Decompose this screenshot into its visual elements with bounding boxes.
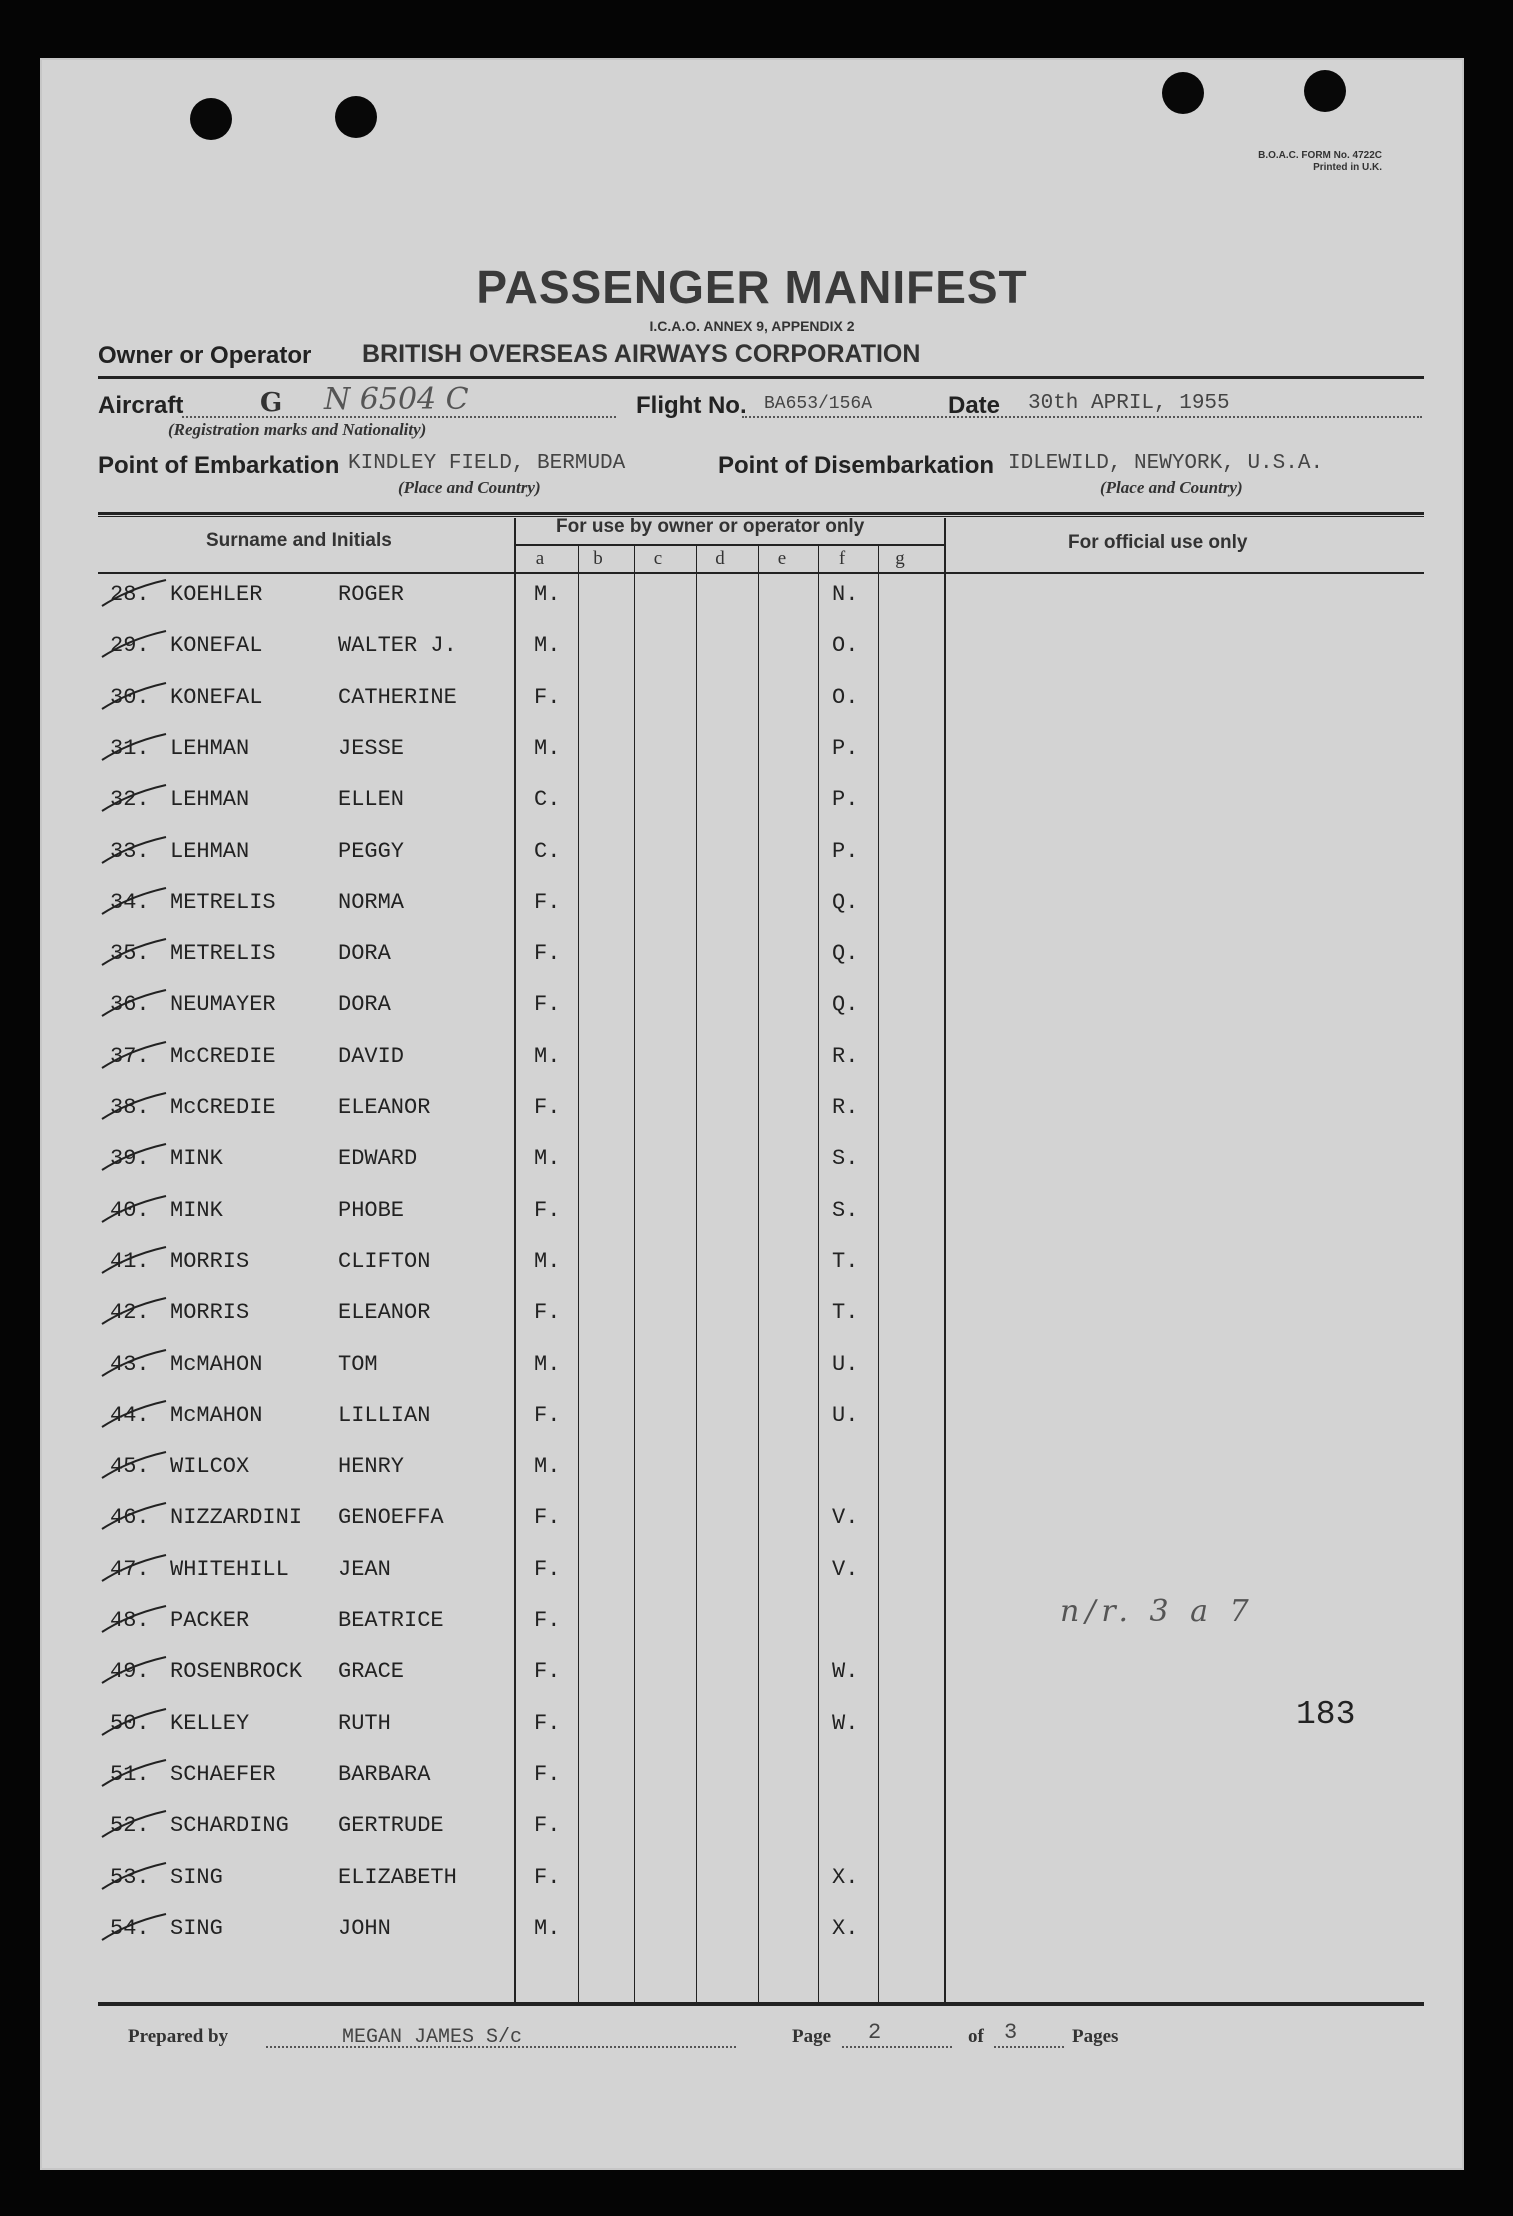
col-owner-header: For use by owner or operator only bbox=[556, 516, 865, 537]
passenger-given-name: ELEANOR bbox=[338, 1095, 431, 1120]
passenger-given-name: DORA bbox=[338, 992, 391, 1017]
column-a-value: F. bbox=[534, 1762, 561, 1787]
tick-mark bbox=[100, 1399, 168, 1429]
punch-hole bbox=[1304, 70, 1346, 112]
passenger-surname: McCREDIE bbox=[170, 1044, 276, 1069]
passenger-surname: McMAHON bbox=[170, 1403, 263, 1428]
passenger-given-name: LILLIAN bbox=[338, 1403, 431, 1428]
passenger-given-name: BEATRICE bbox=[338, 1608, 444, 1633]
disembarkation-label: Point of Disembarkation bbox=[718, 452, 995, 479]
row-number: 36. bbox=[110, 992, 150, 1017]
row-number: 30. bbox=[110, 685, 150, 710]
aircraft-nationality: G bbox=[260, 388, 283, 418]
passenger-surname: SCHAEFER bbox=[170, 1762, 276, 1787]
row-number: 50. bbox=[110, 1711, 150, 1736]
column-a-value: F. bbox=[534, 1813, 561, 1838]
page-value: 2 bbox=[868, 2020, 882, 2045]
column-f-value: W. bbox=[832, 1711, 859, 1736]
column-a-value: F. bbox=[534, 1659, 561, 1684]
passenger-given-name: GENOEFFA bbox=[338, 1505, 444, 1530]
column-a-value: F. bbox=[534, 685, 561, 710]
passenger-given-name: EDWARD bbox=[338, 1146, 418, 1171]
owner-value: BRITISH OVERSEAS AIRWAYS CORPORATION bbox=[362, 340, 921, 368]
date-label: Date bbox=[948, 392, 1001, 419]
punch-hole bbox=[1162, 72, 1204, 114]
of-label: of bbox=[968, 2026, 984, 2047]
passenger-row bbox=[42, 1505, 1462, 1541]
col-letter-d: d bbox=[715, 548, 725, 569]
row-number: 45. bbox=[110, 1454, 150, 1479]
column-a-value: M. bbox=[534, 1916, 561, 1941]
row-number: 49. bbox=[110, 1659, 150, 1684]
column-a-value: F. bbox=[534, 890, 561, 915]
column-f-value: V. bbox=[832, 1557, 859, 1582]
passenger-row bbox=[42, 1557, 1462, 1593]
passenger-row bbox=[42, 1813, 1462, 1849]
row-number: 34. bbox=[110, 890, 150, 915]
manifest-sheet bbox=[40, 58, 1464, 2170]
tick-mark bbox=[100, 1194, 168, 1224]
passenger-given-name: ELIZABETH bbox=[338, 1865, 457, 1890]
passenger-surname: NEUMAYER bbox=[170, 992, 276, 1017]
column-a-value: F. bbox=[534, 1403, 561, 1428]
tick-mark bbox=[100, 1142, 168, 1172]
column-a-value: M. bbox=[534, 736, 561, 761]
passenger-row bbox=[42, 1249, 1462, 1285]
tick-mark bbox=[100, 1809, 168, 1839]
passenger-surname: METRELIS bbox=[170, 941, 276, 966]
passenger-row bbox=[42, 1762, 1462, 1798]
passenger-row bbox=[42, 992, 1462, 1028]
column-f-value: N. bbox=[832, 582, 859, 607]
column-f-value: U. bbox=[832, 1403, 859, 1428]
column-f-value: T. bbox=[832, 1249, 859, 1274]
passenger-row bbox=[42, 1454, 1462, 1490]
row-number: 28. bbox=[110, 582, 150, 607]
tick-mark bbox=[100, 1553, 168, 1583]
col-letter-g: g bbox=[895, 548, 905, 569]
column-f-value: P. bbox=[832, 839, 859, 864]
row-number: 53. bbox=[110, 1865, 150, 1890]
passenger-surname: KELLEY bbox=[170, 1711, 250, 1736]
of-value: 3 bbox=[1004, 2020, 1018, 2045]
column-a-value: F. bbox=[534, 1300, 561, 1325]
embarkation-value: KINDLEY FIELD, BERMUDA bbox=[348, 452, 626, 475]
column-a-value: M. bbox=[534, 1454, 561, 1479]
column-f-value: R. bbox=[832, 1095, 859, 1120]
passenger-surname: WILCOX bbox=[170, 1454, 250, 1479]
passenger-given-name: ELEANOR bbox=[338, 1300, 431, 1325]
passenger-row bbox=[42, 1044, 1462, 1080]
divider bbox=[98, 376, 1424, 379]
passenger-surname: NIZZARDINI bbox=[170, 1505, 303, 1530]
passenger-surname: MINK bbox=[170, 1198, 223, 1223]
passenger-surname: KONEFAL bbox=[170, 633, 263, 658]
passenger-surname: McCREDIE bbox=[170, 1095, 276, 1120]
passenger-surname: SING bbox=[170, 1865, 223, 1890]
row-number: 48. bbox=[110, 1608, 150, 1633]
column-a-value: M. bbox=[534, 1352, 561, 1377]
column-f-value: Q. bbox=[832, 992, 859, 1017]
passenger-given-name: JESSE bbox=[338, 736, 405, 761]
column-a-value: F. bbox=[534, 1095, 561, 1120]
page-label: Page bbox=[792, 2026, 832, 2047]
column-f-value: U. bbox=[832, 1352, 859, 1377]
passenger-row bbox=[42, 839, 1462, 875]
passenger-given-name: GERTRUDE bbox=[338, 1813, 444, 1838]
col-surname-header: Surname and Initials bbox=[206, 530, 392, 551]
column-f-value: X. bbox=[832, 1865, 859, 1890]
column-a-value: M. bbox=[534, 1146, 561, 1171]
column-a-value: F. bbox=[534, 1711, 561, 1736]
row-number: 32. bbox=[110, 787, 150, 812]
row-number: 33. bbox=[110, 839, 150, 864]
passenger-row bbox=[42, 1865, 1462, 1901]
passenger-given-name: PHOBE bbox=[338, 1198, 405, 1223]
prepared-value: MEGAN JAMES S/c bbox=[342, 2026, 523, 2049]
prepared-line bbox=[266, 2046, 736, 2048]
passenger-row bbox=[42, 890, 1462, 926]
column-f-value: Q. bbox=[832, 890, 859, 915]
passenger-given-name: JEAN bbox=[338, 1557, 391, 1582]
tick-mark bbox=[100, 783, 168, 813]
passenger-given-name: NORMA bbox=[338, 890, 405, 915]
passenger-given-name: TOM bbox=[338, 1352, 378, 1377]
row-number: 47. bbox=[110, 1557, 150, 1582]
passenger-given-name: ROGER bbox=[338, 582, 405, 607]
row-number: 44. bbox=[110, 1403, 150, 1428]
tick-mark bbox=[100, 1758, 168, 1788]
tick-mark bbox=[100, 1707, 168, 1737]
handwritten-note: n/r. 3 a 7 bbox=[1060, 1594, 1255, 1629]
page-stamp-number: 183 bbox=[1296, 1696, 1356, 1733]
column-f-value: V. bbox=[832, 1505, 859, 1530]
passenger-row bbox=[42, 582, 1462, 618]
column-f-value: Q. bbox=[832, 941, 859, 966]
embarkation-note: (Place and Country) bbox=[398, 478, 541, 497]
column-a-value: F. bbox=[534, 1608, 561, 1633]
aircraft-label: Aircraft bbox=[98, 392, 184, 419]
passenger-surname: SCHARDING bbox=[170, 1813, 289, 1838]
passenger-surname: LEHMAN bbox=[170, 787, 250, 812]
disembarkation-note: (Place and Country) bbox=[1100, 478, 1243, 497]
column-a-value: F. bbox=[534, 941, 561, 966]
passenger-surname: METRELIS bbox=[170, 890, 276, 915]
tick-mark bbox=[100, 1091, 168, 1121]
column-a-value: F. bbox=[534, 992, 561, 1017]
row-number: 37. bbox=[110, 1044, 150, 1069]
flight-label: Flight No. bbox=[636, 392, 747, 419]
tick-mark bbox=[100, 937, 168, 967]
column-f-value: R. bbox=[832, 1044, 859, 1069]
table-top-rule bbox=[98, 512, 1424, 515]
row-number: 54. bbox=[110, 1916, 150, 1941]
row-number: 46. bbox=[110, 1505, 150, 1530]
passenger-surname: MINK bbox=[170, 1146, 223, 1171]
of-line bbox=[994, 2046, 1064, 2048]
passenger-surname: McMAHON bbox=[170, 1352, 263, 1377]
column-f-value: T. bbox=[832, 1300, 859, 1325]
date-value: 30th APRIL, 1955 bbox=[1028, 392, 1230, 415]
passenger-given-name: WALTER J. bbox=[338, 633, 457, 658]
column-a-value: F. bbox=[534, 1557, 561, 1582]
column-a-value: C. bbox=[534, 787, 561, 812]
passenger-given-name: CLIFTON bbox=[338, 1249, 431, 1274]
row-number: 51. bbox=[110, 1762, 150, 1787]
aircraft-note: (Registration marks and Nationality) bbox=[168, 420, 427, 439]
column-a-value: F. bbox=[534, 1505, 561, 1530]
passenger-given-name: HENRY bbox=[338, 1454, 405, 1479]
col-letter-b: b bbox=[593, 548, 603, 569]
row-number: 39. bbox=[110, 1146, 150, 1171]
form-number bbox=[1142, 150, 1382, 174]
column-a-value: F. bbox=[534, 1865, 561, 1890]
tick-mark bbox=[100, 629, 168, 659]
passenger-row bbox=[42, 736, 1462, 772]
embarkation-label: Point of Embarkation bbox=[98, 452, 340, 479]
tick-mark bbox=[100, 1245, 168, 1275]
passenger-row bbox=[42, 1352, 1462, 1388]
header-subrule bbox=[516, 544, 946, 546]
passenger-row bbox=[42, 1711, 1462, 1747]
punch-hole bbox=[335, 96, 377, 138]
disembarkation-value: IDLEWILD, NEWYORK, U.S.A. bbox=[1008, 452, 1324, 475]
table-bottom-rule bbox=[98, 2002, 1424, 2006]
passenger-row bbox=[42, 1403, 1462, 1439]
row-number: 35. bbox=[110, 941, 150, 966]
column-f-value: W. bbox=[832, 1659, 859, 1684]
column-f-value: S. bbox=[832, 1146, 859, 1171]
column-a-value: C. bbox=[534, 839, 561, 864]
flight-line bbox=[742, 416, 1422, 418]
passenger-surname: PACKER bbox=[170, 1608, 250, 1633]
tick-mark bbox=[100, 578, 168, 608]
tick-mark bbox=[100, 1296, 168, 1326]
punch-hole bbox=[190, 98, 232, 140]
tick-mark bbox=[100, 681, 168, 711]
aircraft-registration: N 6504 C bbox=[324, 382, 469, 417]
column-a-value: M. bbox=[534, 1044, 561, 1069]
col-letter-f: f bbox=[838, 548, 846, 569]
tick-mark bbox=[100, 886, 168, 916]
tick-mark bbox=[100, 1861, 168, 1891]
passenger-surname: MORRIS bbox=[170, 1249, 250, 1274]
passenger-surname: KOEHLER bbox=[170, 582, 263, 607]
tick-mark bbox=[100, 1450, 168, 1480]
passenger-row bbox=[42, 1095, 1462, 1131]
passenger-row bbox=[42, 787, 1462, 823]
tick-mark bbox=[100, 1348, 168, 1378]
form-number-text: B.O.A.C. FORM No. 4722C bbox=[1258, 150, 1382, 161]
tick-mark bbox=[100, 835, 168, 865]
column-f-value: P. bbox=[832, 736, 859, 761]
page-title: PASSENGER MANIFEST bbox=[476, 261, 1028, 313]
tick-mark bbox=[100, 1040, 168, 1070]
passenger-row bbox=[42, 1659, 1462, 1695]
passenger-given-name: BARBARA bbox=[338, 1762, 431, 1787]
passenger-row bbox=[42, 1198, 1462, 1234]
page-subtitle: I.C.A.O. ANNEX 9, APPENDIX 2 bbox=[649, 318, 855, 334]
passenger-surname: LEHMAN bbox=[170, 736, 250, 761]
passenger-given-name: DAVID bbox=[338, 1044, 405, 1069]
column-a-value: M. bbox=[534, 1249, 561, 1274]
passenger-surname: SING bbox=[170, 1916, 223, 1941]
passenger-given-name: RUTH bbox=[338, 1711, 391, 1736]
passenger-given-name: DORA bbox=[338, 941, 391, 966]
column-f-value: P. bbox=[832, 787, 859, 812]
passenger-given-name: CATHERINE bbox=[338, 685, 457, 710]
row-number: 38. bbox=[110, 1095, 150, 1120]
column-f-value: X. bbox=[832, 1916, 859, 1941]
column-f-value: S. bbox=[832, 1198, 859, 1223]
row-number: 43. bbox=[110, 1352, 150, 1377]
aircraft-line bbox=[182, 416, 616, 418]
passenger-surname: WHITEHILL bbox=[170, 1557, 289, 1582]
passenger-surname: ROSENBROCK bbox=[170, 1659, 303, 1684]
col-letter-e: e bbox=[777, 548, 787, 569]
column-a-value: M. bbox=[534, 633, 561, 658]
tick-mark bbox=[100, 732, 168, 762]
passenger-row bbox=[42, 1916, 1462, 1952]
column-f-value: O. bbox=[832, 633, 859, 658]
column-f-value: O. bbox=[832, 685, 859, 710]
passenger-row bbox=[42, 1300, 1462, 1336]
column-a-value: F. bbox=[534, 1198, 561, 1223]
passenger-surname: MORRIS bbox=[170, 1300, 250, 1325]
passenger-row bbox=[42, 685, 1462, 721]
flight-value: BA653/156A bbox=[764, 394, 873, 414]
passenger-row bbox=[42, 1146, 1462, 1182]
row-number: 52. bbox=[110, 1813, 150, 1838]
row-number: 31. bbox=[110, 736, 150, 761]
header-bottom-rule bbox=[98, 572, 1424, 574]
prepared-label: Prepared by bbox=[128, 2026, 229, 2047]
tick-mark bbox=[100, 1655, 168, 1685]
row-number: 41. bbox=[110, 1249, 150, 1274]
pages-label: Pages bbox=[1072, 2026, 1119, 2047]
passenger-surname: LEHMAN bbox=[170, 839, 250, 864]
col-letter-a: a bbox=[535, 548, 545, 569]
owner-label: Owner or Operator bbox=[98, 342, 312, 369]
passenger-given-name: ELLEN bbox=[338, 787, 405, 812]
row-number: 29. bbox=[110, 633, 150, 658]
passenger-given-name: PEGGY bbox=[338, 839, 405, 864]
column-a-value: M. bbox=[534, 582, 561, 607]
passenger-surname: KONEFAL bbox=[170, 685, 263, 710]
passenger-row bbox=[42, 941, 1462, 977]
tick-mark bbox=[100, 1604, 168, 1634]
tick-mark bbox=[100, 988, 168, 1018]
page-line bbox=[842, 2046, 952, 2048]
row-number: 40. bbox=[110, 1198, 150, 1223]
tick-mark bbox=[100, 1501, 168, 1531]
tick-mark bbox=[100, 1912, 168, 1942]
col-letter-c: c bbox=[653, 548, 663, 569]
printed-text: Printed in U.K. bbox=[1313, 162, 1382, 173]
passenger-given-name: GRACE bbox=[338, 1659, 405, 1684]
row-number: 42. bbox=[110, 1300, 150, 1325]
col-official-header: For official use only bbox=[1068, 532, 1248, 553]
passenger-given-name: JOHN bbox=[338, 1916, 391, 1941]
passenger-row bbox=[42, 633, 1462, 669]
